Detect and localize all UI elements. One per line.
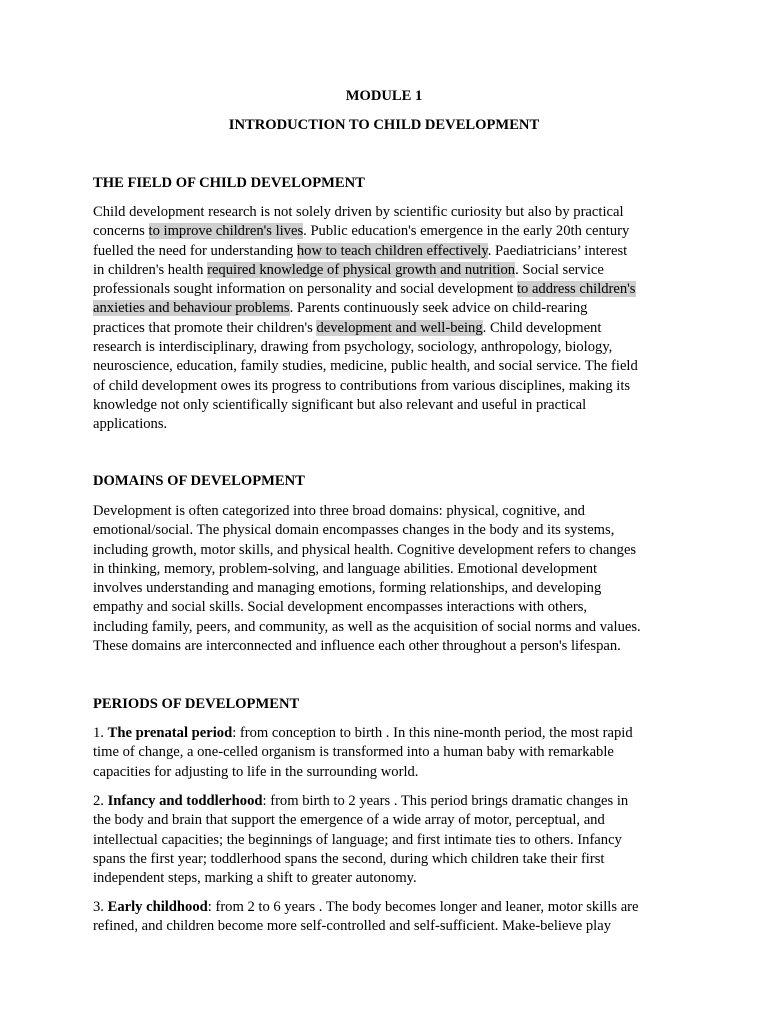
- text-line: in thinking, memory, problem-solving, and language abilities. Emotional development: [93, 560, 598, 577]
- highlighted-text: anxieties and behaviour problems: [93, 300, 290, 317]
- text-line: spans the first year; toddlerhood spans the second, during which children take their first: [93, 850, 605, 867]
- highlighted-text: to improve children's lives: [148, 223, 304, 240]
- text-line: involves understanding and managing emotions, forming relationships, and developing: [93, 580, 602, 597]
- text-line: 3. Early childhood: from 2 to 6 years . The body becomes longer and leaner, motor skills are: [93, 899, 639, 915]
- text-line: 2. Infancy and toddlerhood: from birth to 2 years . This period brings dramatic changes in: [93, 793, 629, 809]
- text-line: in children's health required knowledge of physical growth and nutrition. Social service: [93, 261, 604, 278]
- text-line: 1. The prenatal period: from conception to birth . In this nine-month period, the most rapid: [93, 725, 633, 741]
- highlighted-text: development and well-being: [316, 319, 483, 336]
- highlighted-text: to address children's: [516, 281, 636, 298]
- text-line: including growth, motor skills, and physical health. Cognitive development refers to changes: [93, 541, 637, 558]
- text-line: time of change, a one-celled organism is transformed into a human baby with remarkable: [93, 744, 614, 761]
- text-line: professionals sought information on personality and social development to address children's: [93, 281, 636, 298]
- text-line: Development is often categorized into three broad domains: physical, cognitive, and: [93, 503, 585, 519]
- text-line: fuelled the need for understanding how to teach children effectively. Paediatricians’ interest: [93, 242, 628, 259]
- period-item-early-childhood: [93, 898, 677, 937]
- paragraph-domains: [93, 502, 677, 656]
- period-name: The prenatal period: [107, 725, 233, 741]
- period-item-infancy: [93, 792, 677, 888]
- text-line: anxieties and behaviour problems. Parents continuously seek advice on child-rearing: [93, 300, 588, 317]
- paragraph-field: [93, 203, 677, 435]
- section-heading-domains: DOMAINS OF DEVELOPMENT: [93, 473, 305, 489]
- text-line: knowledge not only scientifically significant but also relevant and useful in practical: [93, 396, 587, 413]
- text-line: independent steps, marking a shift to greater autonomy.: [93, 870, 417, 887]
- module-label: MODULE 1: [345, 88, 423, 104]
- text-line: including family, peers, and community, as well as the acquisition of social norms and values.: [93, 618, 641, 635]
- section-heading-field: THE FIELD OF CHILD DEVELOPMENT: [93, 175, 365, 191]
- text-line: These domains are interconnected and influence each other throughout a person's lifespan.: [93, 638, 621, 655]
- highlighted-text: how to teach children effectively: [296, 242, 488, 259]
- text-line: emotional/social. The physical domain encompasses changes in the body and its systems,: [93, 522, 615, 539]
- text-line: of child development owes its progress to contributions from various disciplines, making its: [93, 377, 631, 394]
- text-line: refined, and children become more self-controlled and self-sufficient. Make-believe play: [93, 918, 611, 935]
- text-line: research is interdisciplinary, drawing from psychology, sociology, anthropology, biology,: [93, 339, 613, 356]
- period-name: Early childhood: [107, 899, 208, 915]
- highlighted-text: required knowledge of physical growth and nutrition: [207, 261, 516, 278]
- text-line: capacities for adjusting to life in the surrounding world.: [93, 763, 419, 780]
- text-line: empathy and social skills. Social development encompasses interactions with others,: [93, 599, 588, 616]
- document-title: INTRODUCTION TO CHILD DEVELOPMENT: [228, 117, 540, 133]
- period-item-prenatal: [93, 724, 677, 782]
- text-line: intellectual capacities; the beginnings of language; and first intimate ties to others. Infancy: [93, 831, 622, 848]
- section-heading-periods: PERIODS OF DEVELOPMENT: [93, 696, 300, 712]
- text-line: neuroscience, education, family studies, medicine, public health, and social service. The field: [93, 358, 638, 375]
- text-line: practices that promote their children's development and well-being. Child development: [93, 319, 602, 336]
- text-line: applications.: [93, 416, 168, 433]
- text-line: the body and brain that support the emergence of a wide array of motor, perceptual, and: [93, 812, 605, 829]
- text-line: Child development research is not solely driven by scientific curiosity but also by practical: [93, 204, 624, 220]
- period-name: Infancy and toddlerhood: [107, 793, 263, 809]
- text-line: concerns to improve children's lives. Public education's emergence in the early 20th century: [93, 223, 630, 240]
